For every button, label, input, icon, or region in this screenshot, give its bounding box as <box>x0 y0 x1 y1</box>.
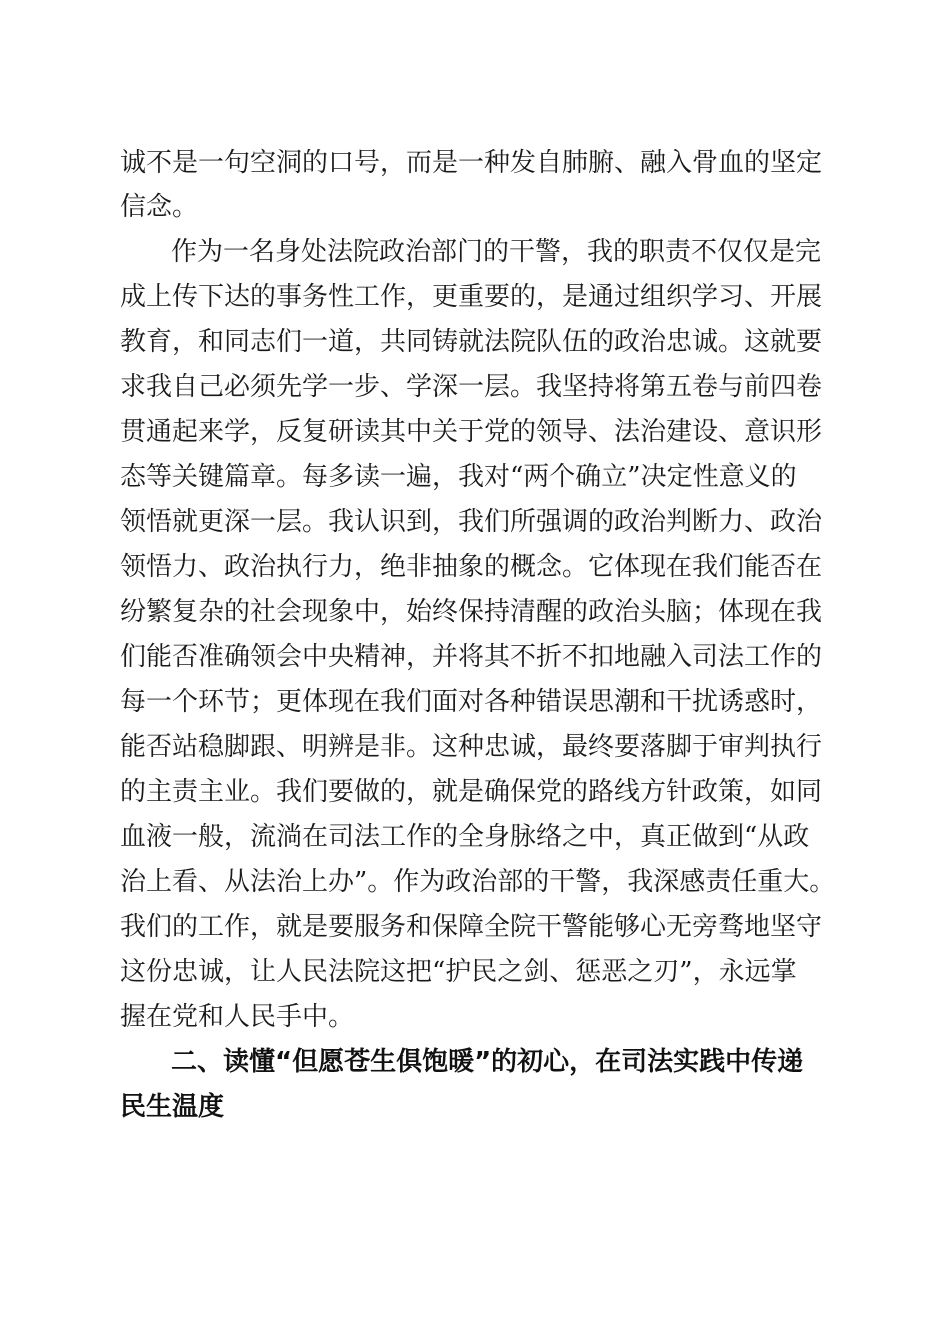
paragraph-2-line-10: 们能否准确领会中央精神，并将其不折不扣地融入司法工作的 <box>120 642 823 672</box>
paragraph-1-line-1: 诚不是一句空洞的口号，而是一种发自肺腑、融入骨血的坚定 <box>120 148 823 178</box>
paragraph-2-line-14: 血液一般，流淌在司法工作的全身脉络之中，真正做到“从政 <box>120 822 810 852</box>
paragraph-2-line-5: 贯通起来学，反复研读其中关于党的领导、法治建设、意识形 <box>120 417 823 447</box>
paragraph-2-line-8: 领悟力、政治执行力，绝非抽象的概念。它体现在我们能否在 <box>120 552 823 582</box>
section-heading-line-1: 二、读懂“但愿苍生俱饱暖”的初心，在司法实践中传递 <box>171 1047 804 1077</box>
paragraph-2-line-17: 这份忠诚，让人民法院这把“护民之剑、惩恶之刃”，永远掌 <box>120 957 797 987</box>
paragraph-2-line-6: 态等关键篇章。每多读一遍，我对“两个确立”决定性意义的 <box>120 462 797 492</box>
paragraph-2-line-15: 治上看、从法治上办”。作为政治部的干警，我深感责任重大。 <box>120 867 836 897</box>
paragraph-2-line-4: 求我自己必须先学一步、学深一层。我坚持将第五卷与前四卷 <box>120 372 823 402</box>
paragraph-2-line-13: 的主责主业。我们要做的，就是确保党的路线方针政策，如同 <box>120 777 823 807</box>
paragraph-1-line-2: 信念。 <box>120 192 199 222</box>
section-heading-line-2: 民生温度 <box>120 1092 225 1122</box>
paragraph-2-line-2: 成上传下达的事务性工作，更重要的，是通过组织学习、开展 <box>120 282 823 312</box>
paragraph-2-line-7: 领悟就更深一层。我认识到，我们所强调的政治判断力、政治 <box>120 507 823 537</box>
paragraph-2-line-18: 握在党和人民手中。 <box>120 1002 355 1032</box>
paragraph-2-line-1: 作为一名身处法院政治部门的干警，我的职责不仅仅是完 <box>171 237 822 267</box>
paragraph-2-line-11: 每一个环节；更体现在我们面对各种错误思潮和干扰诱惑时， <box>120 687 823 717</box>
paragraph-2-line-12: 能否站稳脚跟、明辨是非。这种忠诚，最终要落脚于审判执行 <box>120 732 823 762</box>
paragraph-2-line-16: 我们的工作，就是要服务和保障全院干警能够心无旁骛地坚守 <box>120 912 823 942</box>
paragraph-2-line-3: 教育，和同志们一道，共同铸就法院队伍的政治忠诚。这就要 <box>120 327 823 357</box>
paragraph-2-line-9: 纷繁复杂的社会现象中，始终保持清醒的政治头脑；体现在我 <box>120 597 823 627</box>
